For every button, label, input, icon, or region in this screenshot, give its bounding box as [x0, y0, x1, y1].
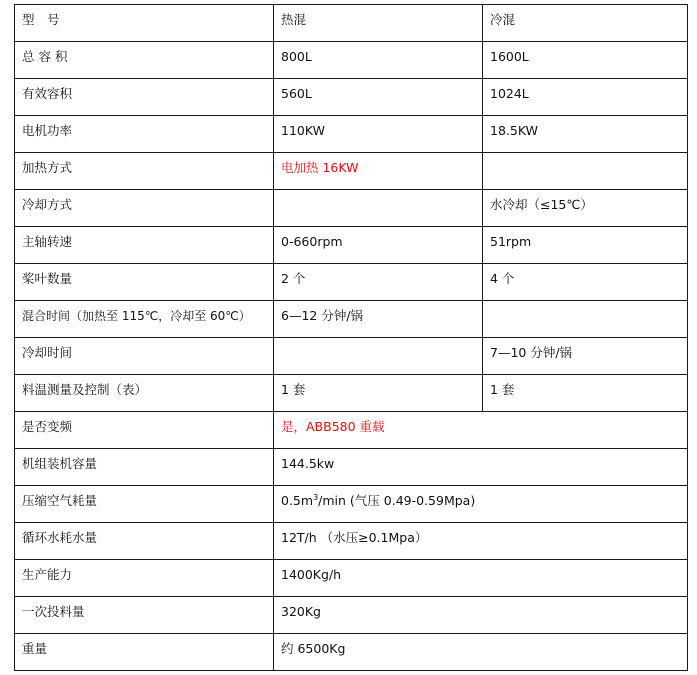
- row-label: 主轴转速: [15, 227, 274, 264]
- hot-value: 800L: [274, 42, 483, 79]
- row-label: 冷却时间: [15, 338, 274, 375]
- row-label: 桨叶数量: [15, 264, 274, 301]
- row-label: 重量: [15, 634, 274, 671]
- row-label: 冷却方式: [15, 190, 274, 227]
- row-label: 循环水耗水量: [15, 523, 274, 560]
- table-row: [15, 597, 688, 634]
- table-row: [15, 375, 688, 412]
- cold-value: [483, 301, 688, 338]
- cold-value: 1600L: [483, 42, 688, 79]
- table-row: [15, 42, 688, 79]
- hot-value: 2 个: [274, 264, 483, 301]
- row-label: 一次投料量: [15, 597, 274, 634]
- table-header-row: [15, 5, 688, 42]
- table-row: [15, 79, 688, 116]
- row-label: 是否变频: [15, 412, 274, 449]
- row-label: 压缩空气耗量: [15, 486, 274, 523]
- row-label: 混合时间（加热至 115℃，冷却至 60℃）: [15, 301, 274, 338]
- cold-value: 1 套: [483, 375, 688, 412]
- table-row: [15, 116, 688, 153]
- table-row: [15, 338, 688, 375]
- row-label: 机组装机容量: [15, 449, 274, 486]
- row-label: 加热方式: [15, 153, 274, 190]
- table-row: [15, 486, 688, 523]
- air-pressure-value: /min (气压 0.49-0.59Mpa): [318, 493, 476, 508]
- table-row: [15, 227, 688, 264]
- merged-value: 约 6500Kg: [274, 634, 688, 671]
- row-label: 有效容积: [15, 79, 274, 116]
- table-row: [15, 412, 688, 449]
- cubic-superscript: 3: [313, 493, 319, 502]
- row-label: 总 容 积: [15, 42, 274, 79]
- hot-value: 6—12 分钟/锅: [274, 301, 483, 338]
- table-row: [15, 523, 688, 560]
- hot-value: 110KW: [274, 116, 483, 153]
- table-row: [15, 190, 688, 227]
- merged-value: 12T/h （水压≥0.1Mpa）: [274, 523, 688, 560]
- row-label: 生产能力: [15, 560, 274, 597]
- hot-value: [274, 338, 483, 375]
- air-flow-value: 0.5m: [281, 493, 314, 508]
- table-row: [15, 449, 688, 486]
- cold-value: [483, 153, 688, 190]
- cold-value: 4 个: [483, 264, 688, 301]
- header-model: 型 号: [15, 5, 274, 42]
- merged-value: 1400Kg/h: [274, 560, 688, 597]
- cold-value: 水冷却（≤15℃）: [483, 190, 688, 227]
- hot-value: 0-660rpm: [274, 227, 483, 264]
- table-row: [15, 264, 688, 301]
- table-row: [15, 153, 688, 190]
- table-row: [15, 301, 688, 338]
- table-row: [15, 560, 688, 597]
- merged-value: 是，ABB580 重载: [274, 412, 688, 449]
- merged-value: [274, 486, 688, 523]
- header-hot-mix: 热混: [274, 5, 483, 42]
- hot-value: [274, 190, 483, 227]
- cold-value: 1024L: [483, 79, 688, 116]
- header-cold-mix: 冷混: [483, 5, 688, 42]
- table-row: [15, 634, 688, 671]
- hot-value: 560L: [274, 79, 483, 116]
- row-label: 电机功率: [15, 116, 274, 153]
- row-label: 料温测量及控制（表）: [15, 375, 274, 412]
- merged-value: 320Kg: [274, 597, 688, 634]
- hot-value: 1 套: [274, 375, 483, 412]
- spec-table: [14, 4, 688, 671]
- cold-value: 7—10 分钟/锅: [483, 338, 688, 375]
- cold-value: 18.5KW: [483, 116, 688, 153]
- hot-value: 电加热 16KW: [274, 153, 483, 190]
- merged-value: 144.5kw: [274, 449, 688, 486]
- cold-value: 51rpm: [483, 227, 688, 264]
